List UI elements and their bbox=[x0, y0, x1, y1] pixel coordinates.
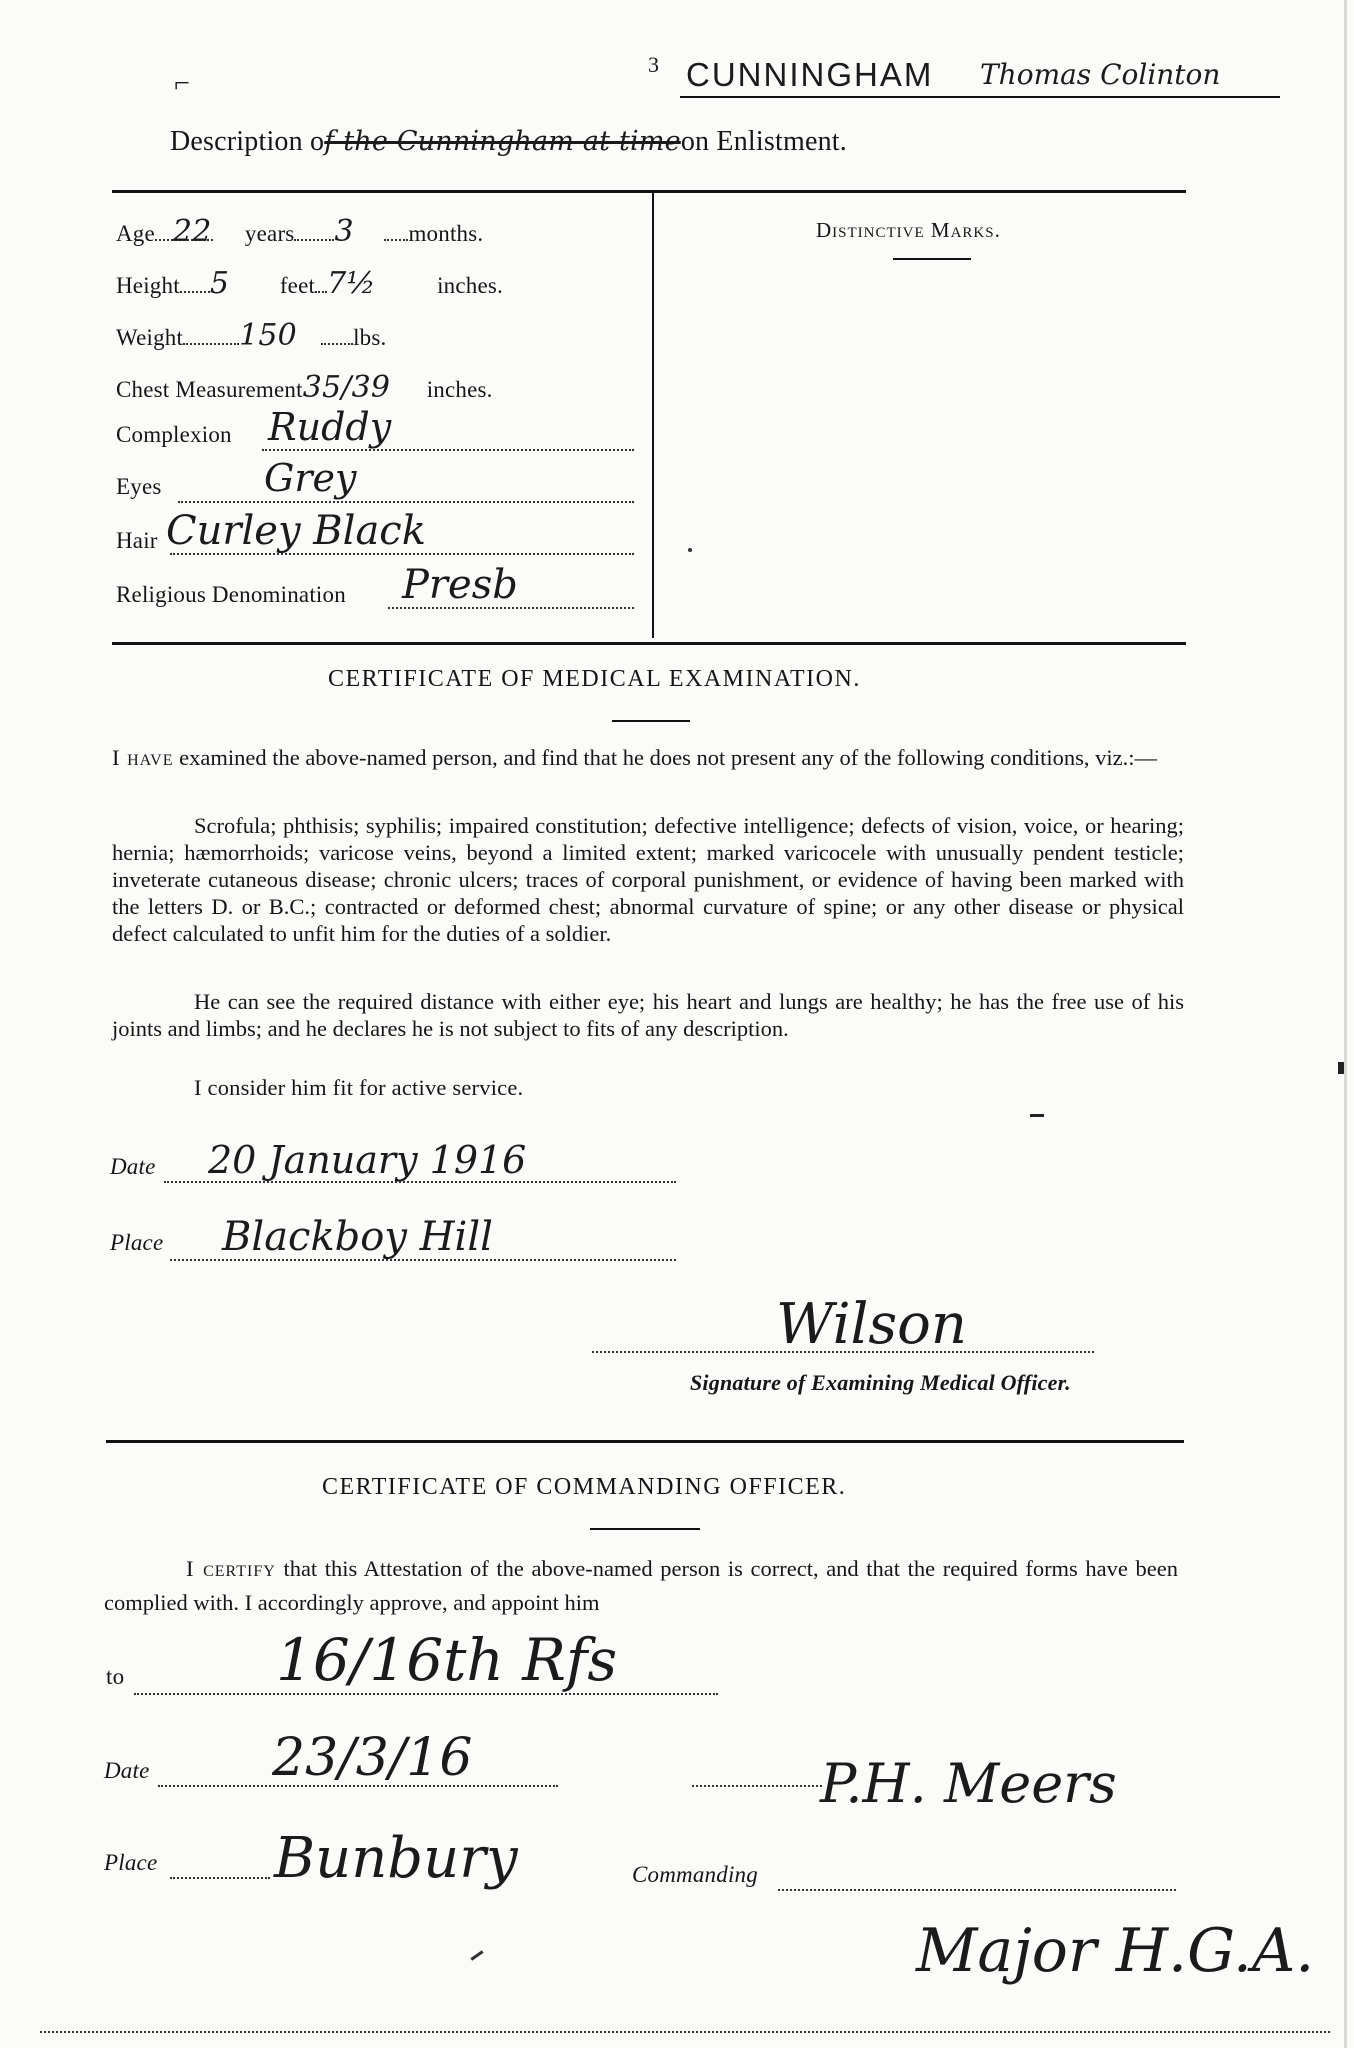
medical-place-label: Place bbox=[110, 1230, 164, 1255]
appointment-unit: 16/16th Rfs bbox=[276, 1626, 618, 1694]
weight-value: 150 bbox=[239, 318, 297, 353]
commanding-rank: Major H.G.A. bbox=[916, 1916, 1315, 1986]
complexion-label: Complexion bbox=[116, 422, 232, 447]
eyes-label: Eyes bbox=[116, 474, 162, 499]
age-months: 3 bbox=[334, 214, 354, 249]
column-divider bbox=[652, 192, 654, 638]
religion-value: Presb bbox=[402, 562, 518, 608]
hair-value: Curley Black bbox=[166, 508, 426, 554]
to-label: to bbox=[106, 1664, 125, 1689]
fit-statement: I consider him fit for active service. bbox=[194, 1075, 524, 1100]
commanding-heading-rule bbox=[590, 1528, 700, 1530]
chest-value: 35/39 bbox=[302, 370, 391, 405]
lbs-label: lbs. bbox=[353, 325, 387, 350]
chest-row bbox=[116, 370, 493, 405]
years-label: years bbox=[244, 221, 295, 246]
intro-lead: I have bbox=[112, 745, 174, 770]
hair-label: Hair bbox=[116, 528, 158, 553]
certify-statement bbox=[104, 1552, 1178, 1620]
description-prefix: Description o bbox=[170, 126, 325, 157]
name-underline bbox=[680, 96, 1280, 98]
months-label: months. bbox=[408, 221, 484, 246]
age-years: 22 bbox=[172, 214, 212, 249]
commanding-date-value: 23/3/16 bbox=[272, 1728, 473, 1788]
age-row bbox=[116, 214, 483, 249]
surname: CUNNINGHAM bbox=[686, 56, 934, 93]
commanding-heading: CERTIFICATE OF COMMANDING OFFICER. bbox=[322, 1474, 847, 1500]
hair-row bbox=[116, 528, 158, 554]
eyes-row bbox=[116, 474, 162, 500]
complexion-row bbox=[116, 422, 232, 448]
commanding-date-label: Date bbox=[104, 1758, 150, 1783]
eyes-value: Grey bbox=[264, 456, 357, 500]
medical-place-value: Blackboy Hill bbox=[222, 1214, 493, 1260]
medical-intro bbox=[112, 744, 1184, 771]
header-rule bbox=[112, 190, 1186, 193]
height-row bbox=[116, 266, 503, 301]
height-inches: 7½ bbox=[327, 266, 376, 301]
medical-heading-rule bbox=[612, 720, 690, 722]
commanding-place-label: Place bbox=[104, 1850, 158, 1875]
religion-label: Religious Denomination bbox=[116, 582, 346, 607]
commanding-officer-signature: P.H. Meers bbox=[820, 1752, 1117, 1815]
description-title bbox=[170, 126, 847, 158]
medical-officer-signature: Wilson bbox=[776, 1292, 967, 1357]
eyesight-statement: He can see the required distance with either eye; his heart and lungs are healthy; he has the free use of his joints and limbs; and he declares he is not subject to fits of any description. bbox=[112, 989, 1184, 1041]
commanding-label: Commanding bbox=[632, 1862, 758, 1887]
certify-text: that this Attestation of the above-named person is correct, and that the required forms have been complied with. I accordingly approve, and appoint him bbox=[104, 1556, 1178, 1615]
chest-label: Chest Measurement bbox=[116, 377, 303, 402]
weight-row bbox=[116, 318, 386, 353]
inches-label: inches. bbox=[437, 273, 504, 298]
medical-bottom-rule bbox=[106, 1440, 1184, 1443]
height-feet: 5 bbox=[209, 266, 230, 301]
age-label: Age bbox=[116, 221, 155, 246]
page-edge bbox=[1344, 0, 1347, 2048]
chest-unit: inches. bbox=[426, 377, 493, 402]
corner-mark: ⌐ bbox=[174, 68, 190, 99]
medical-date-label: Date bbox=[110, 1154, 156, 1179]
certify-lead: I certify bbox=[186, 1556, 276, 1581]
weight-label: Weight bbox=[116, 325, 184, 350]
page-number: 3 bbox=[648, 52, 660, 77]
distinctive-marks-rule bbox=[893, 258, 971, 260]
bottom-edge bbox=[40, 2030, 1330, 2033]
feet-label: feet bbox=[279, 273, 316, 298]
religion-row bbox=[116, 582, 346, 608]
complexion-value: Ruddy bbox=[268, 405, 392, 449]
medical-heading: CERTIFICATE OF MEDICAL EXAMINATION. bbox=[328, 666, 861, 692]
given-names: Thomas Colinton bbox=[980, 58, 1221, 91]
medical-date-value: 20 January 1916 bbox=[208, 1138, 527, 1182]
description-bottom-rule bbox=[112, 642, 1186, 645]
commanding-place-value: Bunbury bbox=[274, 1826, 518, 1891]
description-struck: f the Cunningham at time bbox=[324, 126, 681, 157]
height-label: Height bbox=[116, 273, 180, 298]
intro-text: examined the above-named person, and find that he does not present any of the following conditions, viz.:— bbox=[173, 745, 1157, 770]
description-suffix: on Enlistment. bbox=[680, 126, 847, 157]
medical-signature-label: Signature of Examining Medical Officer. bbox=[690, 1370, 1071, 1395]
conditions-list: Scrofula; phthisis; syphilis; impaired constitution; defective intelligence; defects of vision, voice, or hearing; hernia; hæmorrhoids; varicose veins, beyond a limited extent; marked varicocele with unusually pendent testicle; inveterate cutaneous disease; chronic ulcers; traces of corporal punishment, or evidence of having been marked with the letters D. or B.C.; contracted or deformed chest; abnormal curvature of spine; or any other disease or physical defect calculated to unfit him for the duties of a soldier. bbox=[112, 813, 1184, 946]
distinctive-marks-heading: Distinctive Marks. bbox=[816, 218, 1001, 242]
